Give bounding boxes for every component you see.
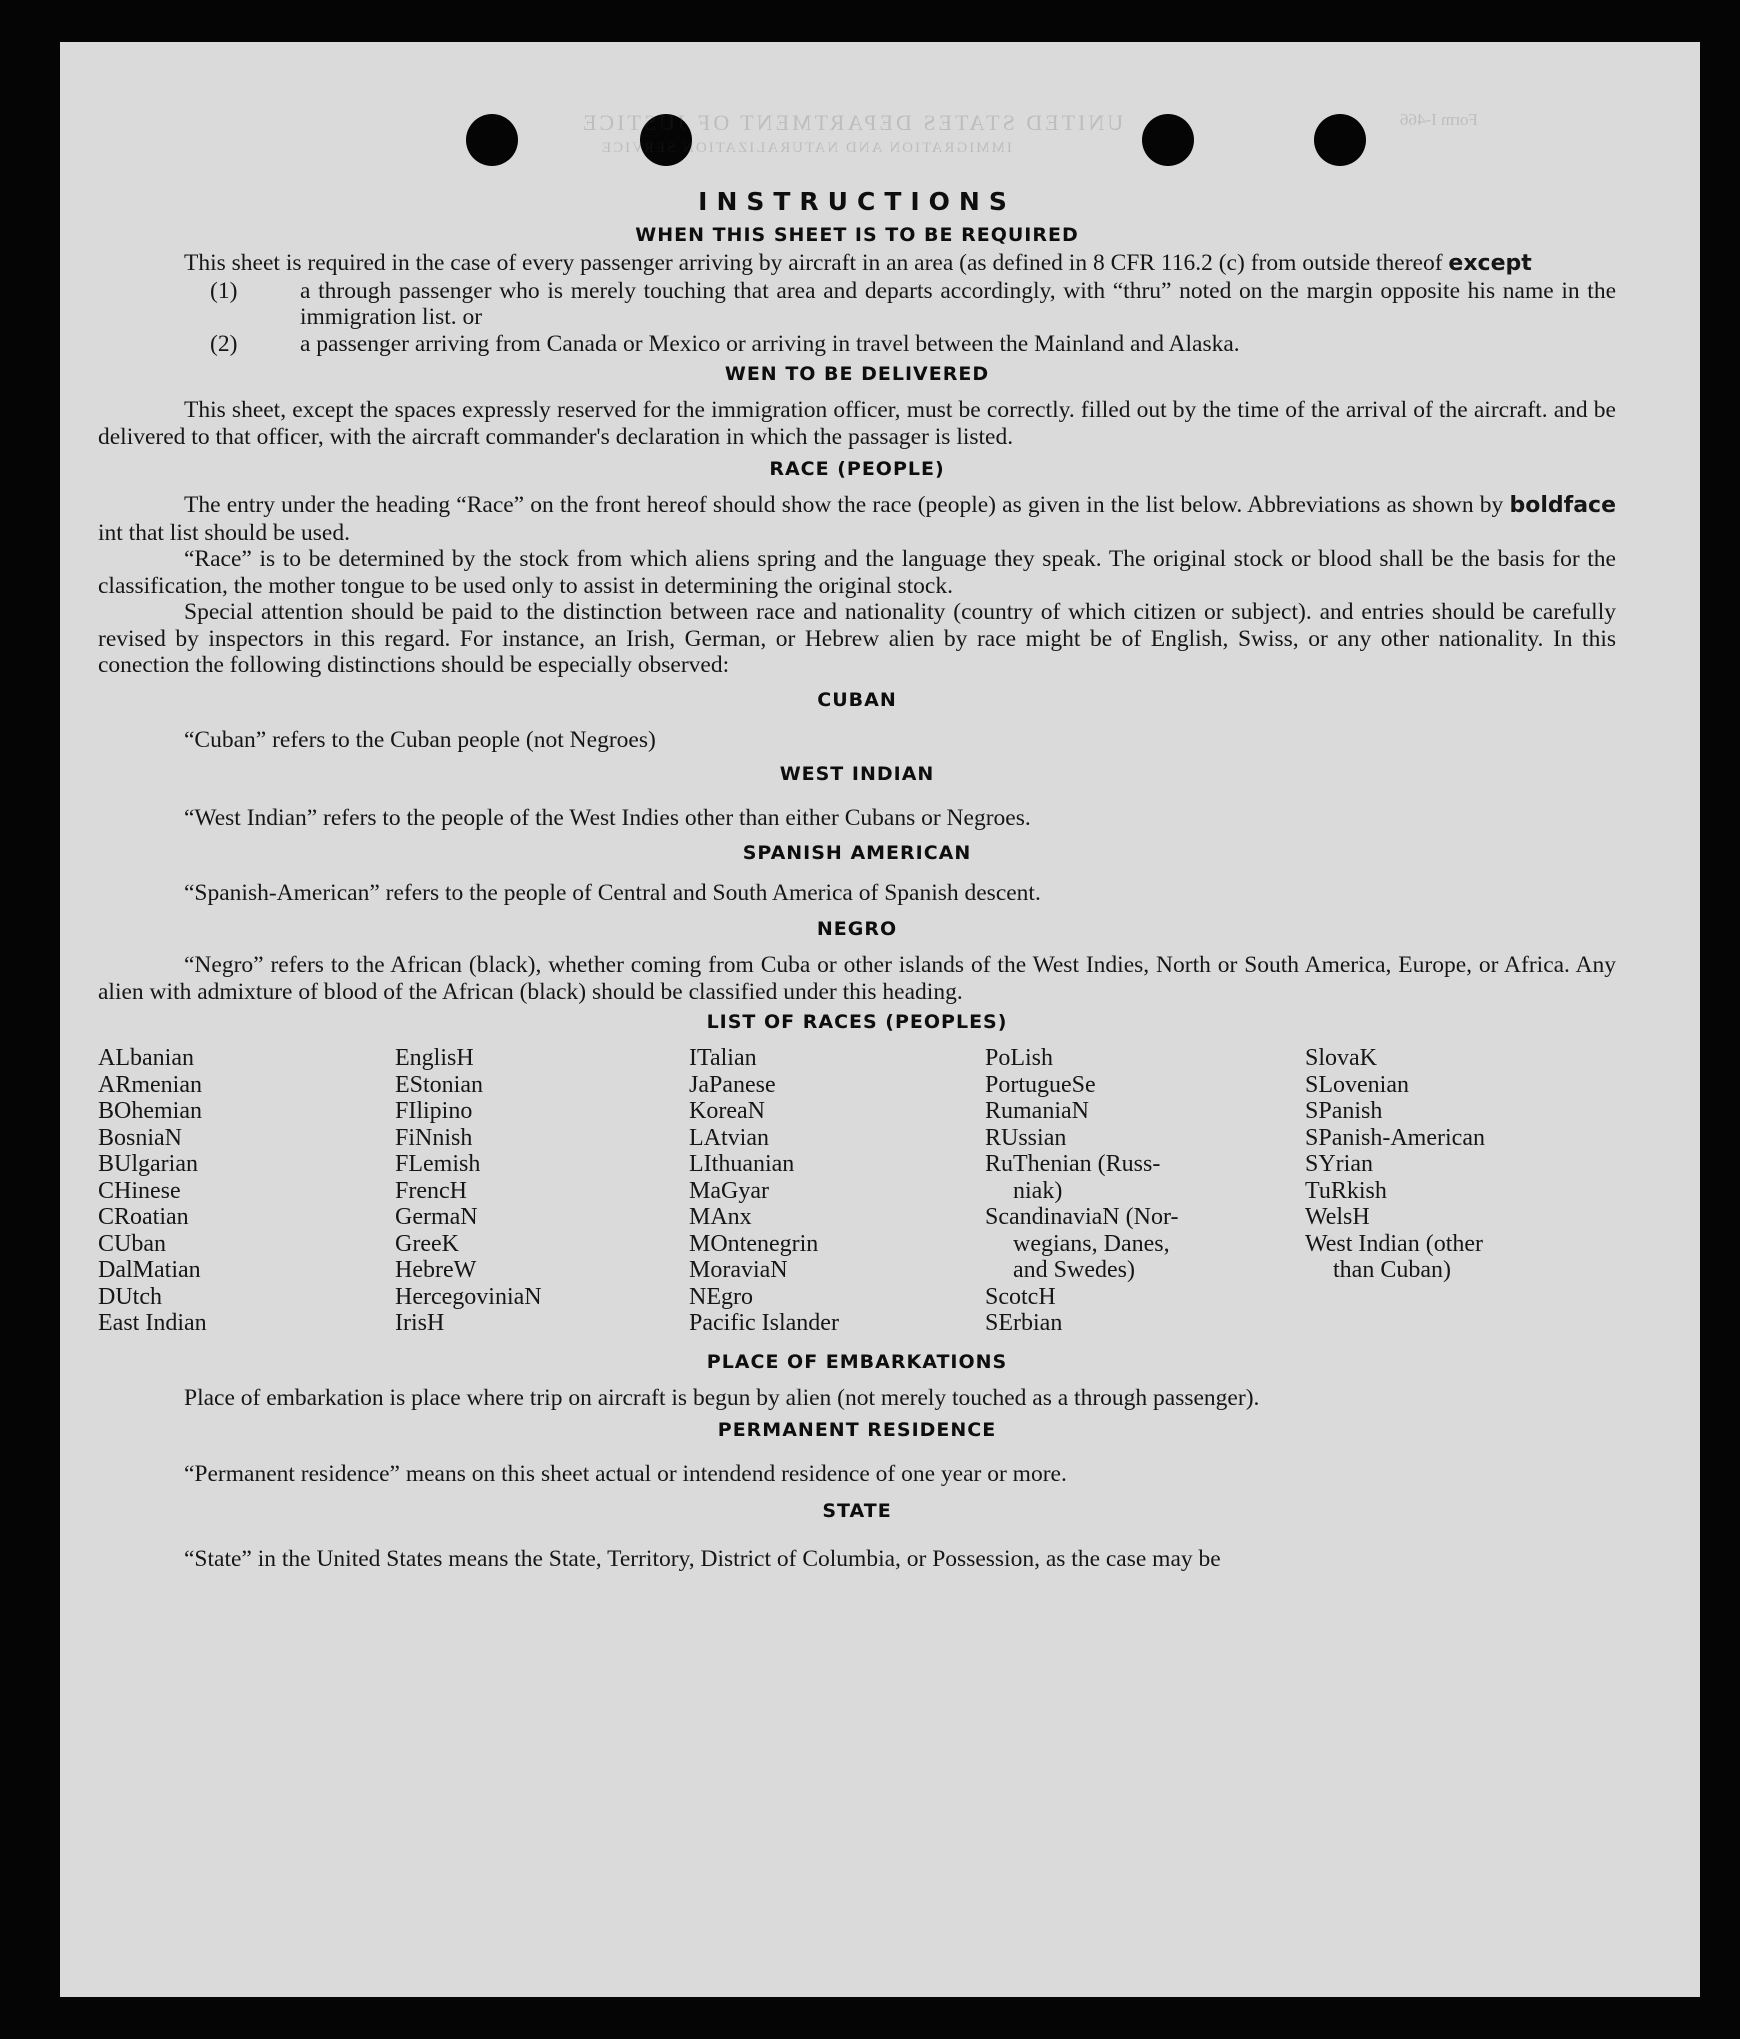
race-item: KoreaN — [689, 1098, 765, 1124]
page-title: INSTRUCTIONS — [698, 187, 1016, 216]
race-item: MoraviaN — [689, 1257, 788, 1283]
race-item: HebreW — [395, 1257, 477, 1283]
heading-spanish-american: SPANISH AMERICAN — [742, 841, 972, 864]
race-item: BUlgarian — [98, 1151, 198, 1177]
race-item: LAtvian — [689, 1124, 769, 1151]
punch-hole-4 — [1314, 114, 1366, 166]
race-item: SYrian — [1305, 1151, 1373, 1177]
heading-race: RACE (PEOPLE) — [769, 458, 945, 480]
keyword-except: except — [1448, 251, 1532, 276]
race-item: niak) — [1013, 1177, 1063, 1204]
race-item: JaPanese — [689, 1071, 776, 1098]
race-item: Pacific Islander — [689, 1310, 839, 1336]
paragraph-west-indian: “West Indian” refers to the people of the West Indies other than either Cubans or Negroes. — [184, 805, 1031, 831]
paragraph-race-3: Special attention should be paid to the distinction between race and nationality (country of which citizen or subject). and entries should be carefully revised by inspectors in this regard. For instance, an Irish, German, or Hebrew alien by race might be of English, Swiss, or any other nationality. In this conection the following distinctions should be especially observed: — [98, 599, 1616, 678]
race-item: GermaN — [395, 1204, 478, 1230]
race-item: SlovaK — [1305, 1045, 1377, 1071]
race-item: NEgro — [689, 1283, 753, 1310]
race-item: IrisH — [395, 1310, 445, 1336]
race-item: East Indian — [98, 1310, 207, 1336]
bleed-through-form: Form I-466 — [1400, 110, 1478, 129]
race-item: WelsH — [1305, 1204, 1370, 1230]
keyword-boldface: boldface — [1509, 493, 1617, 518]
race-item: LIthuanian — [689, 1151, 795, 1177]
race-item: DalMatian — [98, 1257, 201, 1283]
list-item-2 — [98, 331, 1616, 358]
race-item: PortugueSe — [985, 1071, 1096, 1098]
list-item-2-text: a passenger arriving from Canada or Mexico or arriving in travel between the Mainland and Alaska. — [300, 330, 1240, 357]
race-column-1 — [98, 1045, 395, 1337]
heading-cuban: CUBAN — [817, 688, 897, 711]
race-item: FiNnish — [395, 1124, 473, 1151]
race-item: CRoatian — [98, 1204, 189, 1230]
race-item: MOntenegrin — [689, 1230, 819, 1257]
race-item: CHinese — [98, 1177, 181, 1204]
list-item-1-text: a through passenger who is merely touching that area and departs accordingly, with “thru” noted on the margin opposite his name in the immigration list. or — [300, 277, 1616, 330]
race-column-2 — [395, 1045, 689, 1337]
race-item: CUban — [98, 1230, 166, 1257]
race-list — [98, 1045, 1616, 1337]
race-item: FrencH — [395, 1177, 467, 1204]
heading-negro: NEGRO — [816, 918, 898, 940]
heading-when-required: WHEN THIS SHEET IS TO BE REQUIRED — [635, 224, 1079, 246]
race-item: and Swedes) — [1013, 1257, 1135, 1283]
list-item-1 — [98, 278, 1616, 331]
race-item: DUtch — [98, 1283, 162, 1310]
paragraph-permanent-residence: “Permanent residence” means on this sheet actual or intendend residence of one year or more. — [184, 1461, 1067, 1487]
heading-permanent-residence: PERMANENT RESIDENCE — [717, 1419, 997, 1441]
document-page — [60, 42, 1700, 1997]
instructions-body — [98, 184, 1616, 1572]
race-item: ScotcH — [985, 1283, 1056, 1310]
paragraph-race-2: “Race” is to be determined by the stock from which aliens spring and the language they speak. The original stock or blood shall be the basis for the classification, the mother tongue to be used only to assist in determining the original stock. — [98, 546, 1616, 599]
paragraph-when-delivered: This sheet, except the spaces expressly reserved for the immigration officer, must be correctly. filled out by the time of the arrival of the aircraft. and be delivered to that officer, with the aircraft commander's declaration in which the passager is listed. — [98, 397, 1616, 450]
race-item: PoLish — [985, 1045, 1054, 1071]
bleed-through-service: IMMIGRATION AND NATURALIZATION SERVICE — [600, 140, 1012, 156]
race-column-5 — [1305, 1045, 1565, 1337]
bleed-through-agency: UNITED STATES DEPARTMENT OF JUSTICE — [580, 110, 1124, 135]
race-column-3 — [689, 1045, 985, 1337]
paragraph-negro: “Negro” refers to the African (black), whether coming from Cuba or other islands of the West Indies, North or South America, Europe, or Africa. Any alien with admixture of blood of the African (black) should be classified under this heading. — [98, 952, 1616, 1005]
paragraph-race-1: The entry under the heading “Race” on the front hereof should show the race (people) as given in the list below. Abbreviations as shown by boldface int that list should be used. — [98, 492, 1617, 546]
paragraph-embarkation: Place of embarkation is place where trip on aircraft is begun by alien (not merely touched as a through passenger). — [184, 1384, 1260, 1411]
race-item: West Indian (other — [1305, 1230, 1484, 1257]
race-item: ALbanian — [98, 1045, 194, 1071]
race-item: SPanish — [1305, 1098, 1383, 1124]
race-item: BosniaN — [98, 1124, 182, 1151]
race-item: RuThenian (Russ- — [985, 1151, 1161, 1177]
race-item: than Cuban) — [1333, 1257, 1451, 1283]
race-item: EnglisH — [395, 1045, 474, 1071]
race-item: TuRkish — [1305, 1177, 1387, 1204]
race-item: FLemish — [395, 1151, 481, 1177]
race-item: MAnx — [689, 1204, 752, 1230]
race-item: wegians, Danes, — [1013, 1230, 1170, 1257]
race-item: FIlipino — [395, 1098, 473, 1124]
punch-hole-3 — [1142, 114, 1194, 166]
race-item: MaGyar — [689, 1177, 769, 1204]
heading-when-delivered: WEN TO BE DELIVERED — [724, 363, 990, 385]
race-item: SLovenian — [1305, 1071, 1409, 1098]
race-column-4 — [985, 1045, 1305, 1337]
heading-west-indian: WEST INDIAN — [779, 763, 935, 785]
list-item-1-number: (1) — [210, 277, 238, 304]
heading-state: STATE — [822, 1499, 892, 1522]
list-item-2-number: (2) — [210, 330, 238, 357]
race-item: HercegoviniaN — [395, 1283, 542, 1310]
heading-embarkation: PLACE OF EMBARKATIONS — [706, 1350, 1008, 1373]
race-item: ITalian — [689, 1045, 757, 1071]
paragraph-when-required: This sheet is required in the case of every passenger arriving by aircraft in an area (as defined in 8 CFR 116.2 (c) from outside thereof except — [184, 250, 1532, 276]
race-item: EStonian — [395, 1071, 483, 1098]
paragraph-spanish-american: “Spanish-American” refers to the people of Central and South America of Spanish descent. — [184, 879, 1041, 906]
race-item: BOhemian — [98, 1098, 202, 1124]
heading-list-of-races: LIST OF RACES (PEOPLES) — [706, 1011, 1008, 1033]
race-item: SPanish-American — [1305, 1124, 1485, 1151]
race-item: RUssian — [985, 1124, 1067, 1151]
race-item: RumaniaN — [985, 1098, 1089, 1124]
race-item: ARmenian — [98, 1071, 202, 1098]
paragraph-cuban: “Cuban” refers to the Cuban people (not Negroes) — [184, 726, 656, 753]
race-item: GreeK — [395, 1230, 459, 1257]
race-item: ScandinaviaN (Nor- — [985, 1204, 1179, 1230]
punch-hole-1 — [466, 114, 518, 166]
race-item: SErbian — [985, 1310, 1063, 1336]
paragraph-state: “State” in the United States means the State, Territory, District of Columbia, or Possession, as the case may be — [184, 1545, 1221, 1572]
